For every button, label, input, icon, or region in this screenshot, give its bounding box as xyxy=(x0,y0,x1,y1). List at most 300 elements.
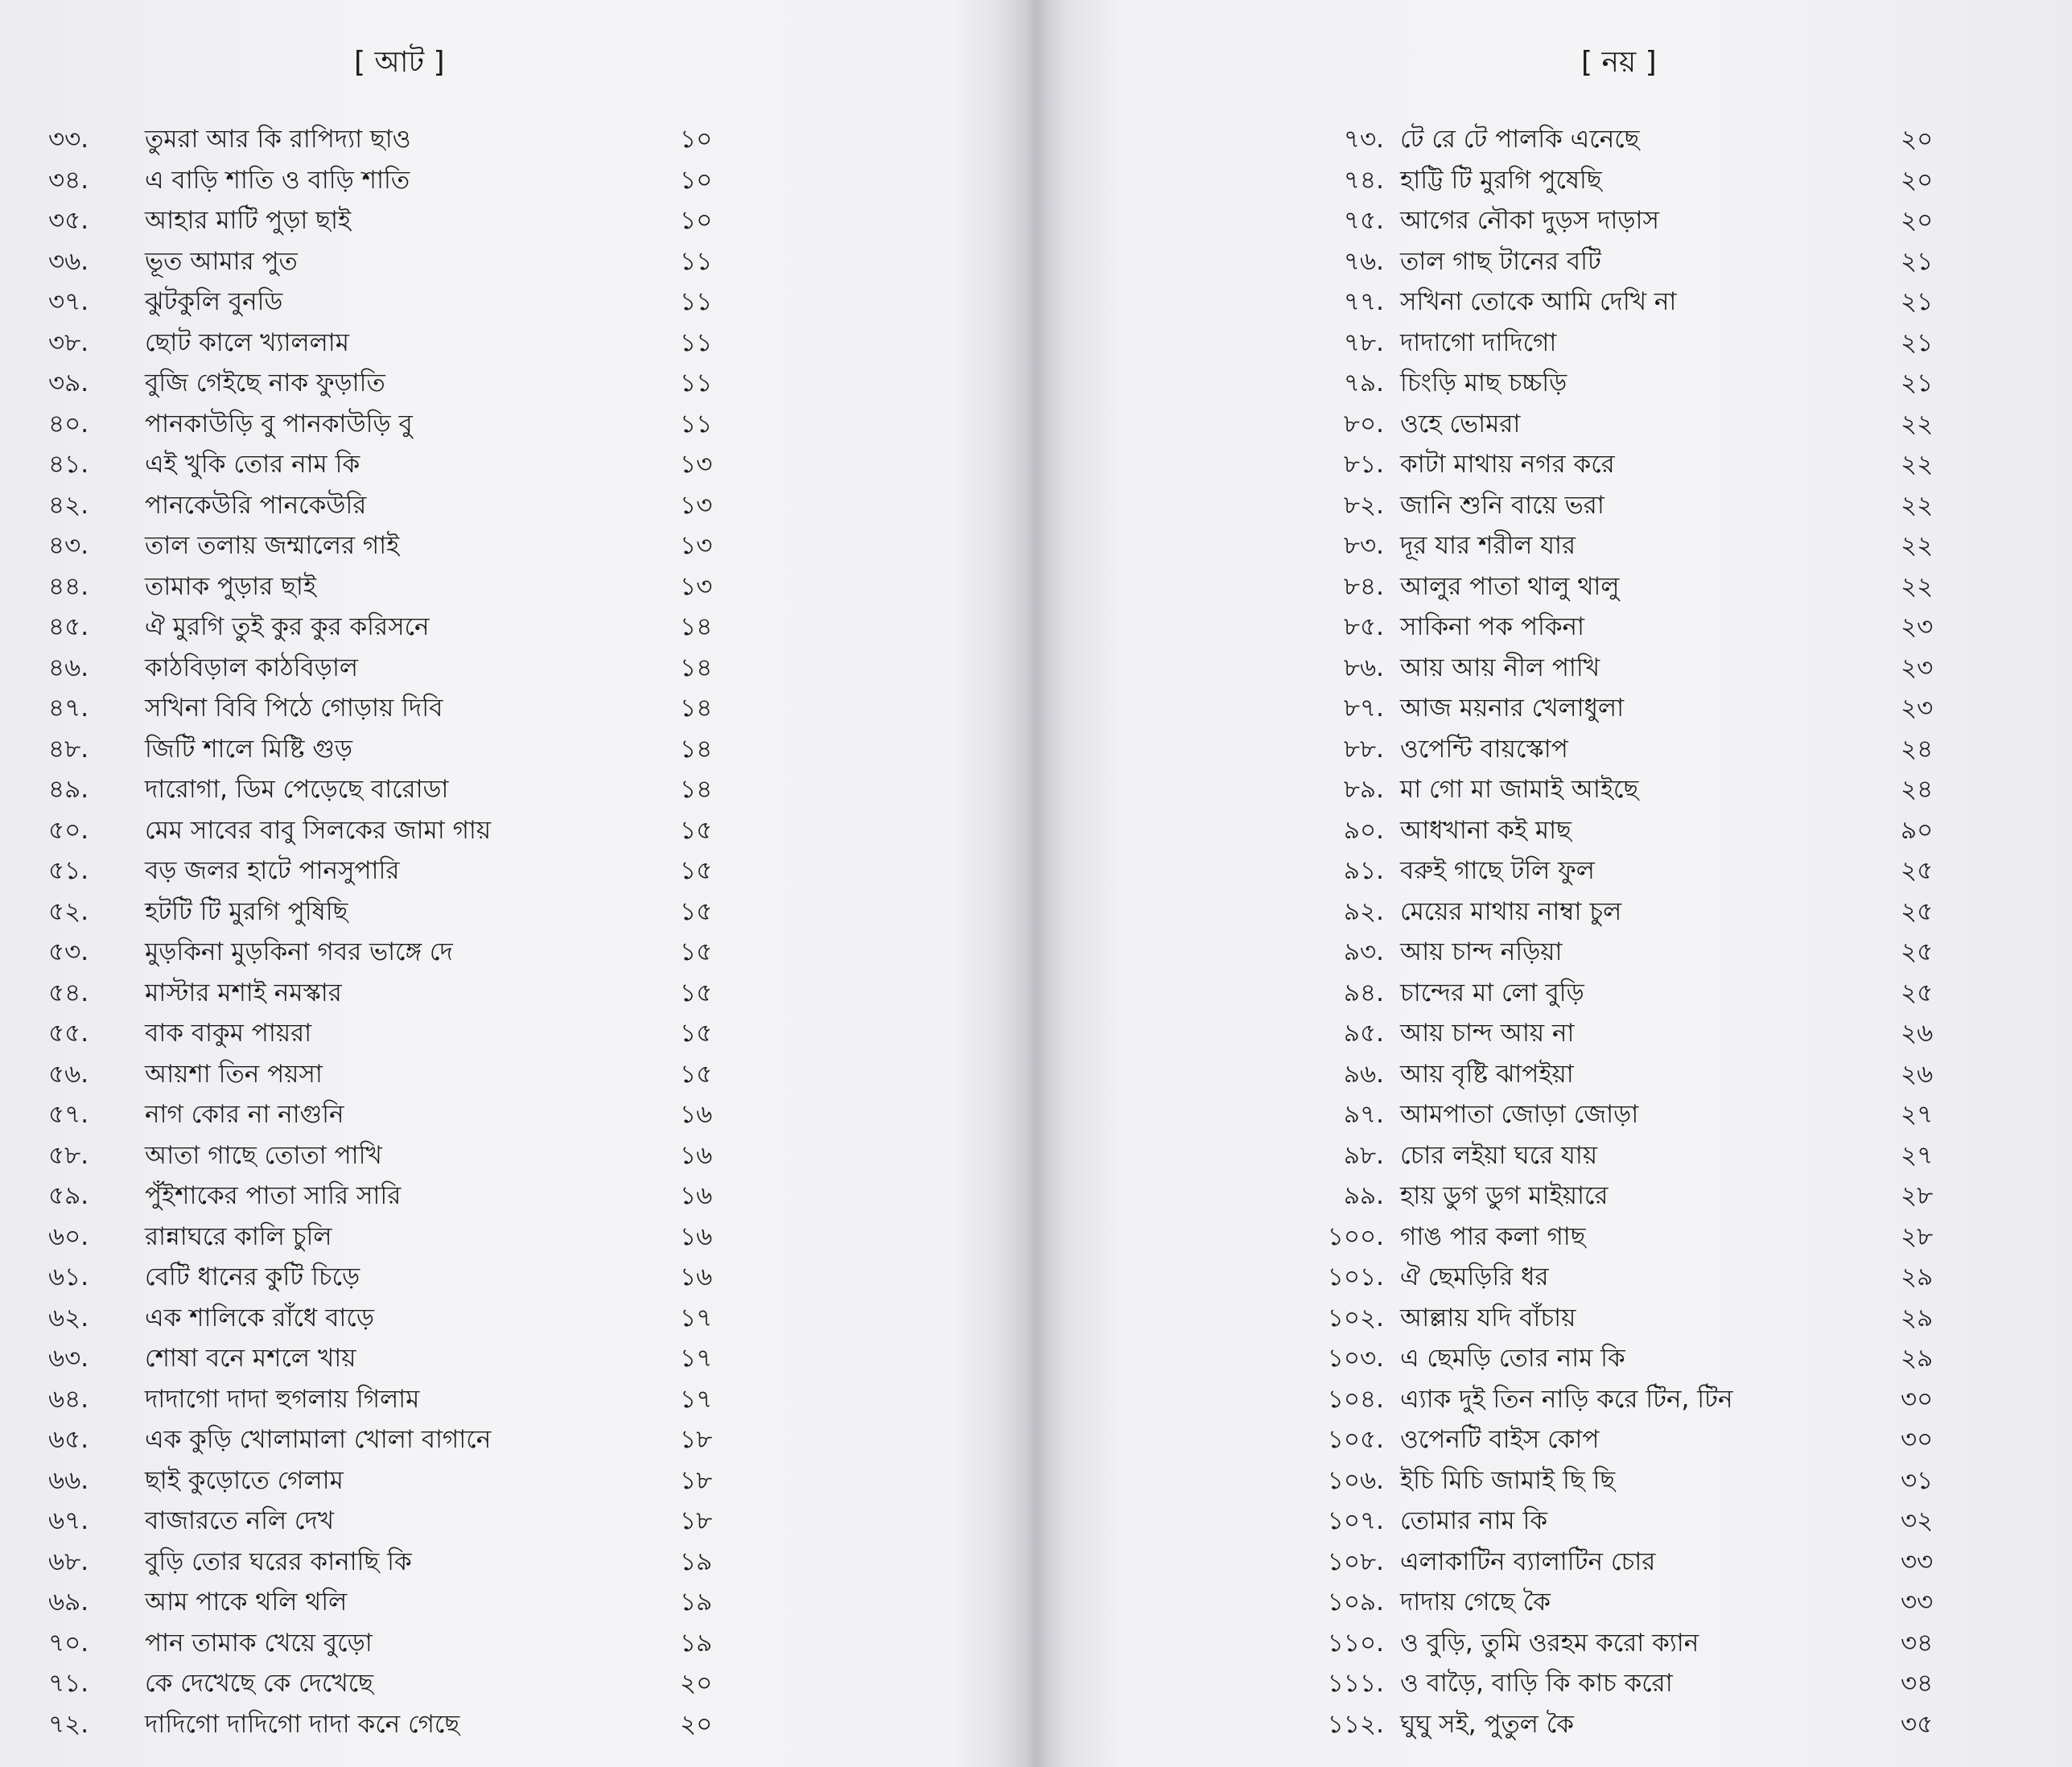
toc-entry xyxy=(1038,1135,2072,1176)
toc-entry xyxy=(0,1582,1022,1622)
entry-number: ৬২. xyxy=(48,1303,89,1332)
toc-entry xyxy=(1038,200,2072,241)
entry-page-number: ২৩ xyxy=(1901,653,1934,682)
entry-number: ৯২. xyxy=(1343,896,1384,926)
entry-number: ১০৬. xyxy=(1327,1465,1384,1495)
entry-page-number: ৩১ xyxy=(1901,1465,1934,1495)
entry-title: আয়শা তিন পয়সা xyxy=(145,1059,323,1089)
entry-title: আল্লায় যদি বাঁচায় xyxy=(1400,1303,1576,1332)
entry-number: ৫৭. xyxy=(48,1100,89,1129)
entry-title: মেয়ের মাথায় নাম্বা চুল xyxy=(1400,896,1622,926)
toc-entry xyxy=(1038,1013,2072,1053)
entry-number: ৪৪. xyxy=(48,571,89,601)
entry-number: ৮৬. xyxy=(1343,653,1384,682)
entry-page-number: ১৬ xyxy=(680,1181,713,1210)
entry-title: সাকিনা পক পকিনা xyxy=(1400,612,1585,641)
entry-page-number: ১০ xyxy=(680,125,713,154)
entry-page-number: ২৮ xyxy=(1901,1221,1934,1251)
toc-entry xyxy=(1038,241,2072,282)
toc-entry xyxy=(1038,932,2072,972)
entry-title: আয় আয় নীল পাখি xyxy=(1400,653,1600,682)
toc-entry xyxy=(1038,1623,2072,1663)
entry-page-number: ১৫ xyxy=(680,896,713,926)
entry-number: ৪৩. xyxy=(48,531,89,560)
entry-number: ১০৯. xyxy=(1327,1588,1384,1617)
entry-page-number: ১১ xyxy=(680,327,713,357)
entry-number: ৪৯. xyxy=(48,775,89,804)
entry-page-number: ১১ xyxy=(680,369,713,397)
toc-entry xyxy=(1038,1704,2072,1744)
entry-page-number: ২০ xyxy=(680,1669,713,1698)
entry-page-number: ১৩ xyxy=(680,490,713,520)
entry-page-number: ২২ xyxy=(1901,450,1934,479)
entry-page-number: ১৮ xyxy=(680,1425,713,1454)
entry-page-number: ২৫ xyxy=(1901,937,1934,966)
entry-title: আধখানা কই মাছ xyxy=(1400,815,1572,845)
toc-entry xyxy=(1038,810,2072,851)
entry-title: চিংড়ি মাছ চচ্চড়ি xyxy=(1400,369,1567,397)
toc-entry xyxy=(0,1542,1022,1582)
toc-entry xyxy=(1038,1663,2072,1703)
entry-page-number: ২৯ xyxy=(1901,1344,1934,1373)
entry-title: মুড়কিনা মুড়কিনা গবর ভাঙ্গে দে xyxy=(145,937,453,966)
entry-page-number: ১৫ xyxy=(680,815,713,845)
entry-page-number: ১০ xyxy=(680,165,713,195)
entry-page-number: ১৬ xyxy=(680,1221,713,1251)
entry-page-number: ২২ xyxy=(1901,490,1934,520)
entry-number: ৮৫. xyxy=(1343,612,1384,641)
entry-number: ৫৫. xyxy=(48,1019,89,1048)
toc-entry xyxy=(0,200,1022,241)
entry-number: ৮০. xyxy=(1343,409,1384,439)
left-page xyxy=(0,0,1022,1767)
entry-title: আহার মাটি পুড়া ছাই xyxy=(145,206,352,235)
entry-title: শোষা বনে মশলে খায় xyxy=(145,1344,356,1373)
toc-entry xyxy=(1038,1257,2072,1297)
toc-entry xyxy=(1038,444,2072,484)
entry-title: হটটি টি মুরগি পুষিছি xyxy=(145,896,348,926)
entry-number: ৭৩. xyxy=(1343,125,1384,154)
entry-title: চোর লইয়া ঘরে যায় xyxy=(1400,1140,1598,1170)
entry-title: দাদায় গেছে কৈ xyxy=(1400,1588,1551,1617)
entry-page-number: ২০ xyxy=(1901,125,1934,154)
entry-title: গাঙ পার কলা গাছ xyxy=(1400,1221,1586,1251)
entry-number: ৪২. xyxy=(48,490,89,520)
entry-page-number: ১৪ xyxy=(680,734,713,764)
entry-number: ৬১. xyxy=(48,1262,89,1291)
entry-number: ৮২. xyxy=(1343,490,1384,520)
entry-title: এ্যাক দুই তিন নাড়ি করে টিন, টিন xyxy=(1400,1384,1733,1414)
entry-title: ওপেনটি বাইস কোপ xyxy=(1400,1425,1600,1454)
entry-page-number: ২৭ xyxy=(1901,1140,1934,1170)
entry-page-number: ২৫ xyxy=(1901,856,1934,885)
toc-entry xyxy=(1038,1217,2072,1257)
entry-title: আতা গাছে তোতা পাখি xyxy=(145,1140,382,1170)
entry-number: ৮৯. xyxy=(1343,775,1384,804)
toc-entry xyxy=(1038,363,2072,403)
page-number-header: [ নয় ] xyxy=(1581,46,1657,79)
entry-title: আমপাতা জোড়া জোড়া xyxy=(1400,1100,1639,1129)
toc-entry xyxy=(1038,973,2072,1013)
entry-title: এই খুকি তোর নাম কি xyxy=(145,450,360,479)
toc-entry xyxy=(1038,851,2072,891)
entry-number: ৭৫. xyxy=(1343,206,1384,235)
entry-number: ৯৪. xyxy=(1343,978,1384,1007)
entry-title: তাল গাছ টানের বটি xyxy=(1400,246,1601,276)
table-of-contents-list xyxy=(1038,119,2072,1744)
entry-page-number: ৩৫ xyxy=(1901,1709,1934,1739)
entry-number: ৭৮. xyxy=(1343,327,1384,357)
entry-number: ৩৮. xyxy=(48,327,89,357)
entry-title: তাল তলায় জম্মালের গাই xyxy=(145,531,400,560)
toc-entry xyxy=(0,485,1022,525)
toc-entry xyxy=(1038,1379,2072,1419)
entry-title: সখিনা বিবি পিঠে গোড়ায় দিবি xyxy=(145,694,443,723)
entry-page-number: ৩৩ xyxy=(1901,1588,1934,1617)
toc-entry xyxy=(1038,1582,2072,1622)
entry-page-number: ১৩ xyxy=(680,450,713,479)
toc-entry xyxy=(0,892,1022,932)
entry-number: ৭৪. xyxy=(1343,165,1384,195)
entry-title: আগের নৌকা দুড়স দাড়াস xyxy=(1400,206,1659,235)
toc-entry xyxy=(0,688,1022,728)
toc-entry xyxy=(1038,485,2072,525)
toc-entry xyxy=(0,1338,1022,1378)
entry-number: ৭৯. xyxy=(1343,369,1384,397)
entry-page-number: ২২ xyxy=(1901,571,1934,601)
entry-page-number: ১০ xyxy=(680,206,713,235)
entry-number: ৪৮. xyxy=(48,734,89,764)
entry-page-number: ১৩ xyxy=(680,531,713,560)
toc-entry xyxy=(0,363,1022,403)
entry-number: ৪১. xyxy=(48,450,89,479)
toc-entry xyxy=(1038,648,2072,688)
entry-page-number: ১৫ xyxy=(680,1019,713,1048)
entry-title: বাজারতে নলি দেখ xyxy=(145,1506,335,1535)
entry-number: ৫৩. xyxy=(48,937,89,966)
toc-entry xyxy=(0,1217,1022,1257)
entry-number: ৮৪. xyxy=(1343,571,1384,601)
entry-title: ও বাড়ৈ, বাড়ি কি কাচ করো xyxy=(1400,1669,1673,1698)
toc-entry xyxy=(1038,1419,2072,1460)
entry-number: ৫৬. xyxy=(48,1059,89,1089)
toc-entry xyxy=(1038,1460,2072,1501)
entry-page-number: ৩৪ xyxy=(1901,1628,1934,1658)
entry-page-number: ২২ xyxy=(1901,531,1934,560)
entry-number: ৯০. xyxy=(1343,815,1384,845)
entry-title: ঝুটকুলি বুনডি xyxy=(145,287,283,316)
toc-entry xyxy=(1038,323,2072,363)
entry-page-number: ১১ xyxy=(680,246,713,276)
entry-title: পুঁইশাকের পাতা সারি সারি xyxy=(145,1181,402,1210)
entry-title: সখিনা তোকে আমি দেখি না xyxy=(1400,287,1677,316)
toc-entry xyxy=(0,241,1022,282)
entry-title: এ ছেমড়ি তোর নাম কি xyxy=(1400,1344,1625,1373)
entry-page-number: ২৯ xyxy=(1901,1303,1934,1332)
entry-number: ৬৩. xyxy=(48,1344,89,1373)
entry-number: ৮৩. xyxy=(1343,531,1384,560)
entry-page-number: ১৬ xyxy=(680,1140,713,1170)
entry-page-number: ২৯ xyxy=(1901,1262,1934,1291)
toc-entry xyxy=(0,1176,1022,1216)
entry-title: বাক বাকুম পায়রা xyxy=(145,1019,312,1048)
entry-title: কে দেখেছে কে দেখেছে xyxy=(145,1669,373,1698)
entry-page-number: ২৬ xyxy=(1901,1059,1934,1089)
entry-page-number: ৩৩ xyxy=(1901,1547,1934,1576)
entry-page-number: ১৭ xyxy=(680,1384,713,1414)
entry-title: হায় ডুগ ডুগ মাইয়ারে xyxy=(1400,1181,1609,1210)
entry-title: ভূত আমার পুত xyxy=(145,246,298,276)
entry-title: হাট্টি টি মুরগি পুষেছি xyxy=(1400,165,1602,195)
entry-number: ১০৩. xyxy=(1327,1344,1384,1373)
entry-title: ও বুড়ি, তুমি ওরহম করো ক্যান xyxy=(1400,1628,1699,1658)
entry-title: আয় বৃষ্টি ঝাপইয়া xyxy=(1400,1059,1574,1089)
entry-page-number: ২৫ xyxy=(1901,896,1934,926)
entry-number: ৫১. xyxy=(48,856,89,885)
entry-number: ৬০. xyxy=(48,1221,89,1251)
entry-page-number: ৩০ xyxy=(1901,1425,1934,1454)
entry-page-number: ২৮ xyxy=(1901,1181,1934,1210)
toc-entry xyxy=(0,932,1022,972)
toc-entry xyxy=(1038,566,2072,607)
entry-title: ছাই কুড়োতে গেলাম xyxy=(145,1465,344,1495)
entry-title: আম পাকে থলি থলি xyxy=(145,1588,348,1617)
entry-number: ৭২. xyxy=(48,1709,89,1739)
entry-page-number: ১৫ xyxy=(680,937,713,966)
entry-title: মেম সাবের বাবু সিলকের জামা গায় xyxy=(145,815,492,845)
toc-entry xyxy=(1038,1298,2072,1338)
toc-entry xyxy=(0,1460,1022,1501)
entry-number: ৬৮. xyxy=(48,1547,89,1576)
entry-title: তামাক পুড়ার ছাই xyxy=(145,571,316,601)
entry-title: দাদাগো দাদিগো xyxy=(1400,327,1557,357)
toc-entry xyxy=(0,444,1022,484)
entry-page-number: ২১ xyxy=(1901,327,1934,357)
entry-number: ১০৮. xyxy=(1327,1547,1384,1576)
toc-entry xyxy=(0,404,1022,444)
entry-page-number: ২২ xyxy=(1901,409,1934,439)
toc-entry xyxy=(0,648,1022,688)
entry-number: ১০৫. xyxy=(1327,1425,1384,1454)
entry-title: বেটি ধানের কুটি চিড়ে xyxy=(145,1262,360,1291)
entry-number: ৯৯. xyxy=(1343,1181,1384,1210)
entry-number: ৩৫. xyxy=(48,206,89,235)
toc-entry xyxy=(0,1013,1022,1053)
entry-number: ১০১. xyxy=(1327,1262,1384,1291)
entry-number: ৩৯. xyxy=(48,369,89,397)
entry-number: ৪০. xyxy=(48,409,89,439)
entry-number: ৮৮. xyxy=(1343,734,1384,764)
entry-page-number: ১৪ xyxy=(680,775,713,804)
entry-page-number: ১৫ xyxy=(680,1059,713,1089)
toc-entry xyxy=(1038,892,2072,932)
entry-title: তুমরা আর কি রাপিদ্যা ছাও xyxy=(145,125,411,154)
entry-number: ৭৬. xyxy=(1343,246,1384,276)
entry-title: ঐ ছেমড়িরি ধর xyxy=(1400,1262,1549,1291)
toc-entry xyxy=(0,1054,1022,1094)
entry-number: ৪৭. xyxy=(48,694,89,723)
entry-page-number: ১৬ xyxy=(680,1262,713,1291)
toc-entry xyxy=(0,1623,1022,1663)
entry-number: ১০৪. xyxy=(1327,1384,1384,1414)
toc-entry xyxy=(1038,282,2072,322)
entry-title: আয় চান্দ নড়িয়া xyxy=(1400,937,1563,966)
entry-title: মা গো মা জামাই আইছে xyxy=(1400,775,1639,804)
entry-title: বুজি গেইছে নাক ফুড়াতি xyxy=(145,369,385,397)
toc-entry xyxy=(1038,729,2072,769)
toc-entry xyxy=(0,973,1022,1013)
entry-page-number: ১৭ xyxy=(680,1344,713,1373)
toc-entry xyxy=(0,119,1022,159)
entry-title: এ বাড়ি শাতি ও বাড়ি শাতি xyxy=(145,165,410,195)
entry-title: ওহে ভোমরা xyxy=(1400,409,1521,439)
entry-number: ১১০. xyxy=(1327,1628,1384,1658)
entry-page-number: ১৩ xyxy=(680,571,713,601)
entry-number: ১১২. xyxy=(1327,1709,1384,1739)
entry-number: ৬৪. xyxy=(48,1384,89,1414)
entry-number: ৭১. xyxy=(48,1669,89,1698)
toc-entry xyxy=(1038,1176,2072,1216)
toc-entry xyxy=(1038,688,2072,728)
entry-title: দাদিগো দাদিগো দাদা কনে গেছে xyxy=(145,1709,460,1739)
toc-entry xyxy=(1038,1501,2072,1541)
entry-title: দাদাগো দাদা হুগলায় গিলাম xyxy=(145,1384,420,1414)
toc-entry xyxy=(1038,404,2072,444)
toc-entry xyxy=(0,1094,1022,1135)
entry-title: আলুর পাতা থালু থালু xyxy=(1400,571,1620,601)
entry-title: টে রে টে পালকি এনেছে xyxy=(1400,125,1640,154)
entry-page-number: ১৫ xyxy=(680,978,713,1007)
entry-title: এক শালিকে রাঁধে বাড়ে xyxy=(145,1303,374,1332)
toc-entry xyxy=(0,1704,1022,1744)
toc-entry xyxy=(0,323,1022,363)
entry-number: ৬৯. xyxy=(48,1588,89,1617)
entry-number: ৬৫. xyxy=(48,1425,89,1454)
table-of-contents-list xyxy=(0,119,1022,1744)
entry-number: ৫৮. xyxy=(48,1140,89,1170)
toc-entry xyxy=(1038,1094,2072,1135)
entry-number: ৯৬. xyxy=(1343,1059,1384,1089)
toc-entry xyxy=(0,1379,1022,1419)
entry-title: এলাকাটিন ব্যালাটিন চোর xyxy=(1400,1547,1656,1576)
entry-number: ৯১. xyxy=(1343,856,1384,885)
toc-entry xyxy=(0,1257,1022,1297)
toc-entry xyxy=(1038,1054,2072,1094)
entry-page-number: ৯০ xyxy=(1901,815,1934,845)
entry-page-number: ১১ xyxy=(680,287,713,316)
toc-entry xyxy=(0,1501,1022,1541)
entry-number: ৩৪. xyxy=(48,165,89,195)
entry-title: ঐ মুরগি তুই কুর কুর করিসনে xyxy=(145,612,430,641)
toc-entry xyxy=(0,1298,1022,1338)
entry-page-number: ৩০ xyxy=(1901,1384,1934,1414)
entry-page-number: ২৭ xyxy=(1901,1100,1934,1129)
entry-page-number: ২১ xyxy=(1901,369,1934,397)
entry-page-number: ২৪ xyxy=(1901,775,1934,804)
entry-page-number: ২০ xyxy=(680,1709,713,1739)
entry-title: ঘুঘু সই, পুতুল কৈ xyxy=(1400,1709,1574,1739)
entry-page-number: ১৮ xyxy=(680,1506,713,1535)
entry-title: আজ ময়নার খেলাধুলা xyxy=(1400,694,1625,723)
entry-number: ৪৬. xyxy=(48,653,89,682)
entry-title: ওপেন্টি বায়স্কোপ xyxy=(1400,734,1568,764)
entry-page-number: ২০ xyxy=(1901,165,1934,195)
entry-page-number: ২৩ xyxy=(1901,612,1934,641)
entry-number: ৫০. xyxy=(48,815,89,845)
page-number-header: [ আট ] xyxy=(354,46,445,79)
entry-number: ১১১. xyxy=(1327,1669,1384,1698)
entry-title: জিটি শালে মিষ্টি গুড় xyxy=(145,734,352,764)
entry-title: ইচি মিচি জামাই ছি ছি xyxy=(1400,1465,1616,1495)
toc-entry xyxy=(0,769,1022,809)
entry-title: মাস্টার মশাই নমস্কার xyxy=(145,978,342,1007)
toc-entry xyxy=(0,160,1022,200)
toc-entry xyxy=(1038,1542,2072,1582)
entry-title: কাঠবিড়াল কাঠবিড়াল xyxy=(145,653,359,682)
entry-page-number: ২৫ xyxy=(1901,978,1934,1007)
entry-title: এক কুড়ি খোলামালা খোলা বাগানে xyxy=(145,1425,492,1454)
entry-number: ৪৫. xyxy=(48,612,89,641)
entry-page-number: ১৫ xyxy=(680,856,713,885)
entry-title: জানি শুনি বায়ে ভরা xyxy=(1400,490,1604,520)
entry-number: ৮৭. xyxy=(1343,694,1384,723)
entry-title: ছোট কালে খ্যাললাম xyxy=(145,327,349,357)
entry-number: ৭০. xyxy=(48,1628,89,1658)
entry-page-number: ১৪ xyxy=(680,694,713,723)
toc-entry xyxy=(1038,119,2072,159)
toc-entry xyxy=(0,607,1022,647)
entry-page-number: ১৯ xyxy=(680,1547,713,1576)
right-page xyxy=(1038,0,2072,1767)
toc-entry xyxy=(0,566,1022,607)
entry-page-number: ২৩ xyxy=(1901,694,1934,723)
toc-entry xyxy=(0,729,1022,769)
entry-title: কাটা মাথায় নগর করে xyxy=(1400,450,1615,479)
toc-entry xyxy=(1038,607,2072,647)
entry-number: ৬৭. xyxy=(48,1506,89,1535)
entry-page-number: ৩৪ xyxy=(1901,1669,1934,1698)
entry-number: ১০২. xyxy=(1327,1303,1384,1332)
entry-page-number: ২১ xyxy=(1901,287,1934,316)
toc-entry xyxy=(0,810,1022,851)
toc-entry xyxy=(1038,769,2072,809)
entry-number: ৫৯. xyxy=(48,1181,89,1210)
entry-page-number: ১৯ xyxy=(680,1628,713,1658)
entry-title: পানকেউরি পানকেউরি xyxy=(145,490,367,520)
entry-number: ৫৪. xyxy=(48,978,89,1007)
toc-entry xyxy=(0,1419,1022,1460)
entry-number: ৩৩. xyxy=(48,125,89,154)
entry-title: বুড়ি তোর ঘরের কানাছি কি xyxy=(145,1547,412,1576)
entry-title: দূর যার শরীল যার xyxy=(1400,531,1576,560)
entry-page-number: ২৬ xyxy=(1901,1019,1934,1048)
entry-page-number: ৩২ xyxy=(1901,1506,1934,1535)
toc-entry xyxy=(0,282,1022,322)
entry-page-number: ২১ xyxy=(1901,246,1934,276)
entry-page-number: ২৪ xyxy=(1901,734,1934,764)
entry-title: চান্দের মা লো বুড়ি xyxy=(1400,978,1584,1007)
entry-number: ৬৬. xyxy=(48,1465,89,1495)
entry-number: ৯৭. xyxy=(1343,1100,1384,1129)
toc-entry xyxy=(1038,160,2072,200)
entry-number: ৩৬. xyxy=(48,246,89,276)
toc-entry xyxy=(0,1663,1022,1703)
entry-title: নাগ কোর না নাগুনি xyxy=(145,1100,344,1129)
entry-page-number: ১৭ xyxy=(680,1303,713,1332)
entry-number: ৫২. xyxy=(48,896,89,926)
entry-title: বরুই গাছে টলি ফুল xyxy=(1400,856,1595,885)
entry-number: ৮১. xyxy=(1343,450,1384,479)
